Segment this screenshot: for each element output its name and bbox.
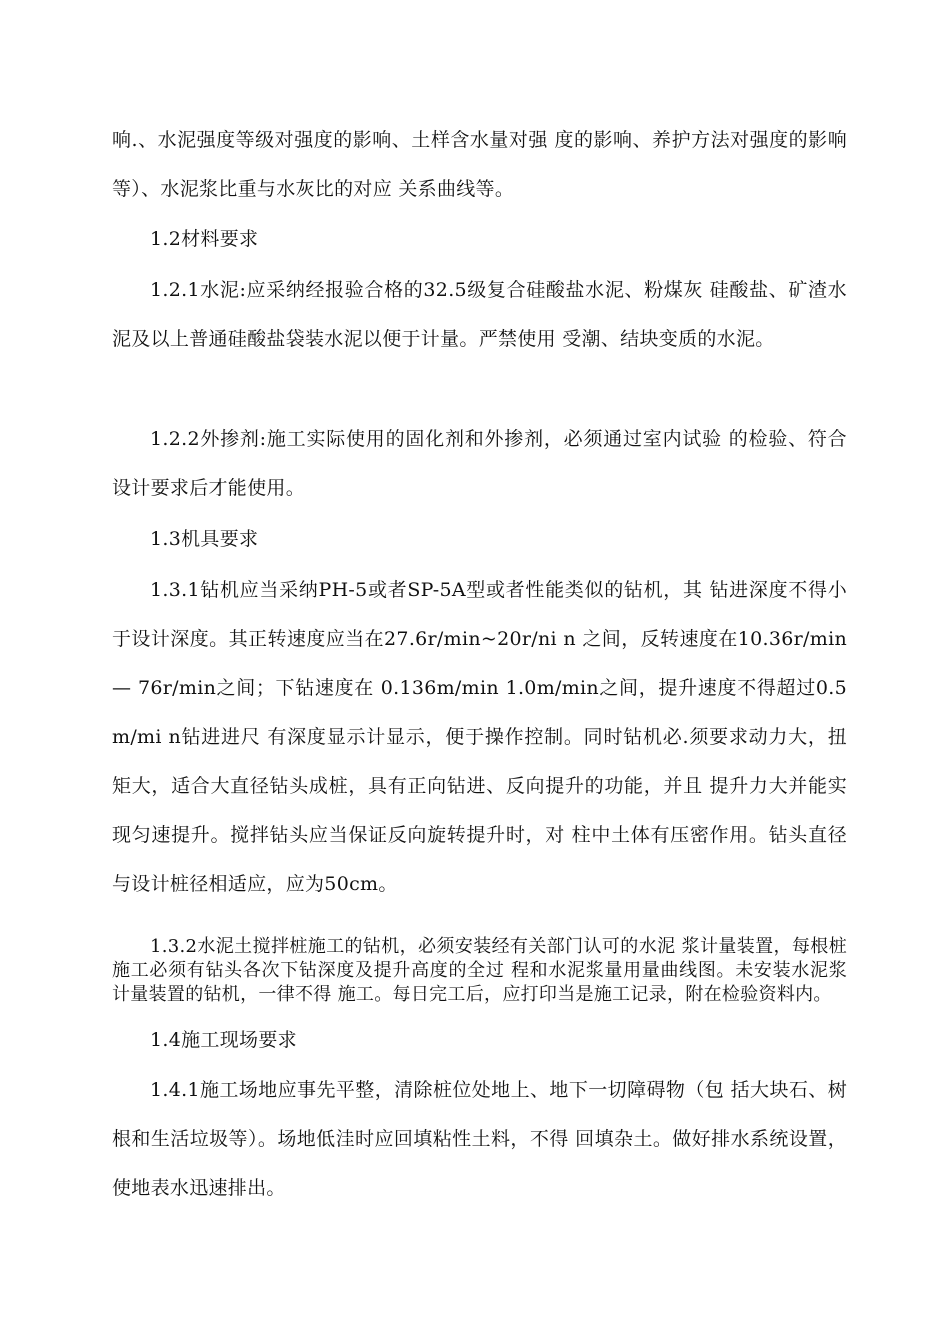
paragraph-1-4-1-site-leveling: 1.4.1施工场地应事先平整，清除桩位处地上、地下一切障碍物（包 括大块石、树根和生活垃圾等）。场地低洼时应回填粘性土料，不得 回填杂土。做好排水系统设置，使地表水迅速排出。: [112, 1079, 847, 1199]
paragraph-1-2-1-cement: 1.2.1水泥:应采纳经报验合格的32.5级复合硅酸盐水泥、粉煤灰 硅酸盐、矿渣水泥及以上普通硅酸盐袋装水泥以便于计量。严禁使用 受潮、结块变质的水泥。: [112, 279, 847, 350]
paragraph-1-3-1-drilling-rig: 1.3.1钻机应当采纳PH-5或者SP-5A型或者性能类似的钻机，其 钻进深度不得小于设计深度。其正转速度应当在27.6r/min~20r/ni n 之间，反转速度在10.36r/min — 76r/min之间；下钻速度在 0.136m/min 1.0m/min之间，提升速度不得超过0.5m/mi n钻进进尺 有深度显示计显示，便于操作控制。同时钻机必.须要求动力大，扭 矩大，适合大直径钻头成桩，具有正向钻进、反向提升的功能，并且 提升力大并能实现匀速提升。搅拌钻头应当保证反向旋转提升时，对 柱中土体有压密作用。钻头直径与设计桩径相适应，应为50cm。: [112, 579, 847, 895]
paragraph-1-3-2-metering-device: 1.3.2水泥土搅拌桩施工的钻机，必须安装经有关部门认可的水泥 浆计量装置，每根桩施工必须有钻头各次下钻深度及提升高度的全过 程和水泥浆量用量曲线图。未安装水泥浆计量装置的钻机，一律不得 施工。每日完工后，应打印当是施工记录，附在检验资料内。: [112, 936, 847, 1005]
heading-1-4-site: 1.4施工现场要求: [150, 1029, 297, 1051]
heading-1-2-materials: 1.2材料要求: [150, 228, 259, 250]
paragraph-continuation: 响.、水泥强度等级对强度的影响、土样含水量对强 度的影响、养护方法对强度的影响等）、水泥浆比重与水灰比的对应 关系曲线等。: [112, 129, 847, 200]
heading-1-3-equipment: 1.3机具要求: [150, 528, 259, 550]
paragraph-1-2-2-admixture: 1.2.2外掺剂:施工实际使用的固化剂和外掺剂，必须通过室内试验 的检验、符合设计要求后才能使用。: [112, 428, 847, 499]
